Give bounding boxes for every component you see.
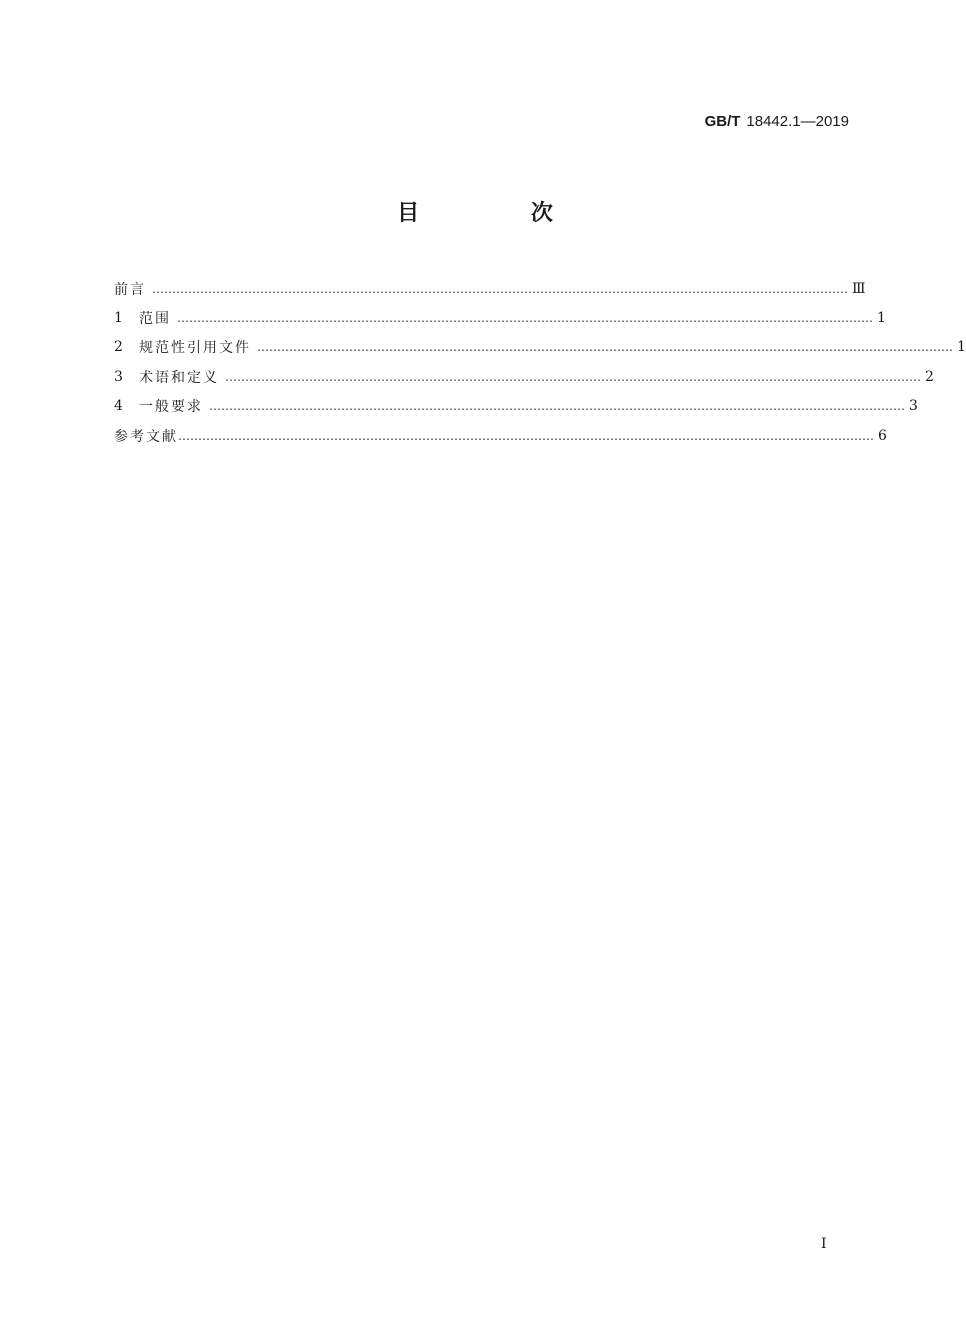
toc-entry-bibliography[interactable] xyxy=(114,421,887,450)
toc-entry-label: 前言 xyxy=(114,281,146,298)
toc-entry-label: 参考文献 xyxy=(114,428,178,445)
toc-entry-number: 1 xyxy=(114,310,123,327)
toc-dot-leader: ………………………………………………………………………………………………………………………………………………………… xyxy=(177,311,873,326)
standard-code-number: 18442.1—2019 xyxy=(746,113,849,130)
toc-title: 目 次 xyxy=(397,201,605,226)
toc-entry-label: 规范性引用文件 xyxy=(139,340,251,357)
toc-entry-label: 一般要求 xyxy=(139,399,203,416)
toc-entry-page: 1 xyxy=(957,339,966,356)
toc-entry-label: 范围 xyxy=(139,311,171,328)
toc-dot-leader: ………………………………………………………………………………………………………………………………………………………… xyxy=(257,340,953,355)
toc-dot-leader: ………………………………………………………………………………………………………………………………………………………… xyxy=(178,428,874,443)
toc-entry-number: 3 xyxy=(114,368,123,385)
toc-entry-page: 1 xyxy=(877,310,886,327)
toc-dot-leader: ………………………………………………………………………………………………………………………………………………………… xyxy=(209,399,905,414)
toc-entry-scope[interactable] xyxy=(114,303,886,332)
toc-entry-terms-definitions[interactable] xyxy=(114,362,934,391)
standard-code xyxy=(705,113,849,130)
toc-entry-normative-references[interactable] xyxy=(114,333,966,362)
toc-dot-leader: ………………………………………………………………………………………………………………………………………………………… xyxy=(225,369,921,384)
toc-entry-foreword[interactable] xyxy=(114,274,866,303)
toc-entry-page: 3 xyxy=(909,398,918,415)
toc-entry-label: 术语和定义 xyxy=(139,369,219,386)
table-of-contents xyxy=(114,274,966,450)
toc-dot-leader: ………………………………………………………………………………………………………………………………………………………… xyxy=(152,281,848,296)
standard-code-prefix: GB/T xyxy=(704,113,741,130)
toc-entry-number: 2 xyxy=(114,339,123,356)
toc-entry-page: Ⅲ xyxy=(852,280,866,297)
page-number: I xyxy=(821,1236,827,1252)
toc-entry-general-requirements[interactable] xyxy=(114,392,918,421)
toc-entry-page: 2 xyxy=(925,368,934,385)
toc-entry-number: 4 xyxy=(114,398,123,415)
toc-entry-page: 6 xyxy=(878,427,887,444)
